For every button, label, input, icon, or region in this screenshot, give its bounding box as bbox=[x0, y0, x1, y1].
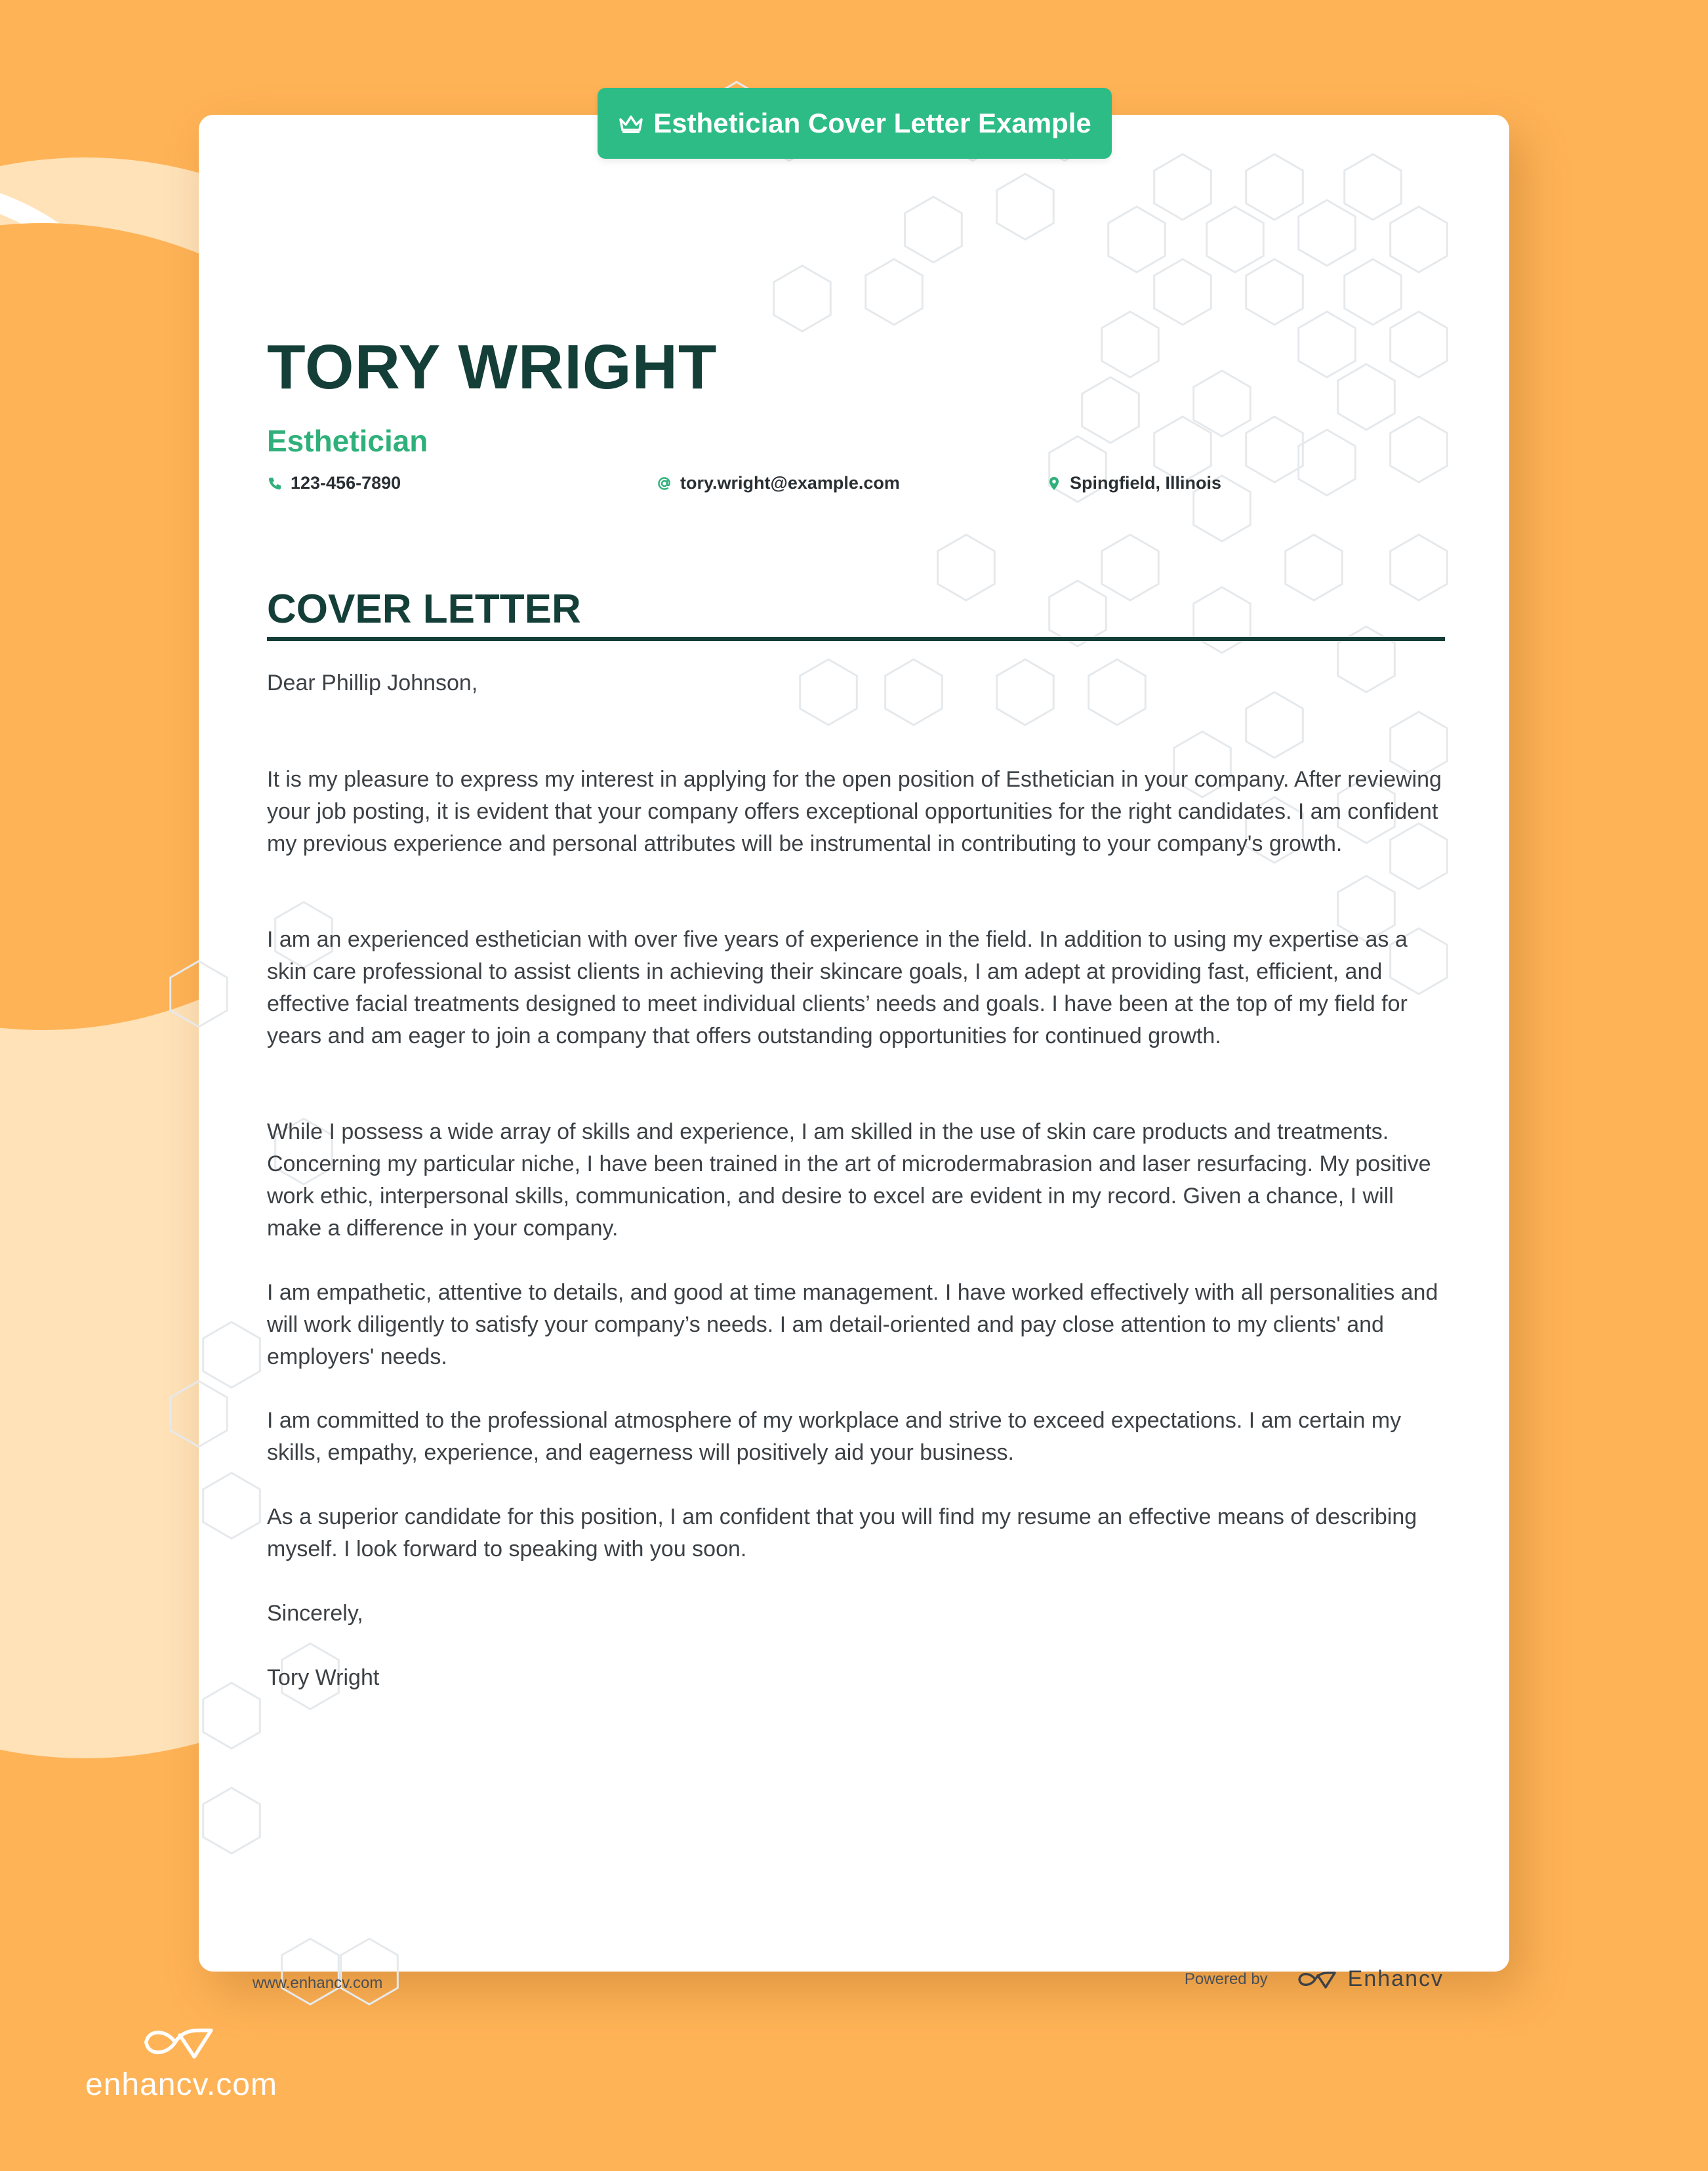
hexagon-decoration bbox=[1154, 259, 1211, 325]
section-divider bbox=[267, 637, 1445, 641]
enhancv-logo-icon bbox=[1295, 1968, 1341, 1991]
at-icon bbox=[657, 476, 672, 491]
paragraph-text: I am an experienced esthetician with over five years of experience in the field. In addition to using my expertise as a skin care professional to assist clients in achieving their skincare goals, I am adept at providing fast, efficient, and effective facial treatments designed to meet individual clients’ needs and goals. I have been at the top of my field for years and am eager to join a company that offers outstanding opportunities for continued growth. bbox=[267, 927, 1408, 1048]
hexagon-decoration bbox=[282, 1939, 339, 2004]
paragraph-text: It is my pleasure to express my interest in applying for the open position of Esthetician in your company. After reviewing your job posting, it is evident that your company offers exceptional opportunities for the right candidates. I am confident my previous experience and personal attributes will be instrumental in contributing to your company's growth. bbox=[267, 767, 1442, 856]
contact-row bbox=[267, 473, 1445, 499]
phone-icon bbox=[267, 476, 283, 491]
hexagon-decoration bbox=[1102, 312, 1159, 377]
hexagon-decoration bbox=[1082, 377, 1139, 443]
salutation bbox=[267, 667, 1445, 699]
hexagon-decoration bbox=[1102, 535, 1159, 600]
hexagon-decoration bbox=[341, 1939, 398, 2004]
hexagon-decoration bbox=[1246, 154, 1303, 220]
hexagon-decoration bbox=[1299, 312, 1356, 377]
candidate-role: Esthetician bbox=[267, 424, 428, 458]
hexagon-decoration bbox=[997, 174, 1054, 239]
paragraph-2 bbox=[267, 924, 1445, 1052]
phone-number: 123-456-7890 bbox=[291, 473, 401, 493]
hexagon-decoration bbox=[1194, 371, 1251, 436]
footer-website-link[interactable]: www.enhancv.com bbox=[253, 1974, 383, 1992]
hexagon-decoration bbox=[203, 1473, 260, 1539]
closing bbox=[267, 1598, 1445, 1630]
location-pin-icon bbox=[1046, 476, 1062, 491]
enhancv-brand[interactable] bbox=[1295, 1966, 1444, 1992]
enhancv-brand-name: Enhancv bbox=[1347, 1966, 1444, 1991]
crown-icon bbox=[618, 113, 644, 134]
hexagon-decoration bbox=[1154, 417, 1211, 482]
paragraph-text: I am committed to the professional atmosphere of my workplace and strive to exceed expectations. I am certain my skills, empathy, experience, and eagerness will positively aid your business. bbox=[267, 1408, 1402, 1465]
hexagon-decoration bbox=[1207, 207, 1264, 272]
example-badge[interactable] bbox=[598, 88, 1112, 159]
site-logo-text: enhancv.com bbox=[85, 2067, 277, 2102]
badge-label: Esthetician Cover Letter Example bbox=[653, 108, 1091, 138]
hexagon-decoration bbox=[1391, 207, 1448, 272]
closing-text: Sincerely, bbox=[267, 1601, 363, 1626]
hexagon-decoration bbox=[866, 259, 923, 325]
salutation-text: Dear Phillip Johnson, bbox=[267, 671, 478, 695]
hexagon-decoration bbox=[1391, 417, 1448, 482]
paragraph-text: As a superior candidate for this position, I am confident that you will find my resume an effective means of describing myself. I look forward to speaking with you soon. bbox=[267, 1504, 1417, 1561]
phone-contact[interactable] bbox=[267, 473, 401, 493]
powered-by-label: Powered by bbox=[1184, 1970, 1268, 1988]
footer-powered-by bbox=[1185, 1966, 1444, 1992]
hexagon-decoration bbox=[905, 197, 962, 262]
hexagon-decoration bbox=[1299, 200, 1356, 266]
hexagon-decoration bbox=[938, 535, 995, 600]
hexagon-decoration bbox=[1345, 154, 1402, 220]
hexagon-decoration bbox=[1049, 581, 1107, 646]
location-text: Spingfield, Illinois bbox=[1070, 473, 1222, 493]
paragraph-3 bbox=[267, 1116, 1445, 1245]
hexagon-decoration bbox=[774, 266, 831, 331]
paragraph-4 bbox=[267, 1277, 1445, 1373]
candidate-name: TORY WRIGHT bbox=[267, 332, 718, 402]
hexagon-decoration bbox=[1338, 364, 1395, 430]
cover-letter-sheet bbox=[199, 108, 1509, 1992]
hexagon-decoration bbox=[203, 1788, 260, 1853]
hexagon-decoration bbox=[1108, 207, 1166, 272]
section-title: COVER LETTER bbox=[267, 587, 581, 632]
hexagon-decoration bbox=[1391, 312, 1448, 377]
enhancv-logo-icon bbox=[138, 2021, 224, 2064]
signature bbox=[267, 1662, 1445, 1694]
hexagon-decoration bbox=[1345, 259, 1402, 325]
paragraph-text: I am empathetic, attentive to details, and good at time management. I have worked effectively with all personalities and will work diligently to satisfy your company’s needs. I am detail-oriented and pay close attention to my clients' and employers' needs. bbox=[267, 1280, 1438, 1369]
email-contact[interactable] bbox=[657, 473, 900, 493]
hexagon-decoration bbox=[1286, 535, 1343, 600]
signature-text: Tory Wright bbox=[267, 1665, 380, 1690]
paragraph-5 bbox=[267, 1405, 1445, 1469]
paragraph-6 bbox=[267, 1501, 1445, 1565]
hexagon-decoration bbox=[203, 1322, 260, 1388]
hexagon-decoration bbox=[1246, 417, 1303, 482]
hexagon-decoration bbox=[203, 1683, 260, 1748]
paragraph-1 bbox=[267, 764, 1445, 860]
paragraph-text: While I possess a wide array of skills and experience, I am skilled in the use of skin care products and treatments. Concerning my particular niche, I have been trained in the art of microdermabrasion and laser resurfacing. My positive work ethic, interpersonal skills, communication, and desire to excel are evident in my record. Given a chance, I will make a difference in your company. bbox=[267, 1119, 1431, 1241]
hexagon-decoration bbox=[1246, 692, 1303, 758]
location-contact bbox=[1046, 473, 1221, 493]
email-address: tory.wright@example.com bbox=[680, 473, 900, 493]
hexagon-decoration bbox=[1154, 154, 1211, 220]
hexagon-decoration bbox=[1391, 535, 1448, 600]
hexagon-decoration bbox=[1246, 259, 1303, 325]
enhancv-site-logo[interactable] bbox=[85, 2021, 277, 2103]
hexagon-decoration bbox=[1194, 587, 1251, 653]
